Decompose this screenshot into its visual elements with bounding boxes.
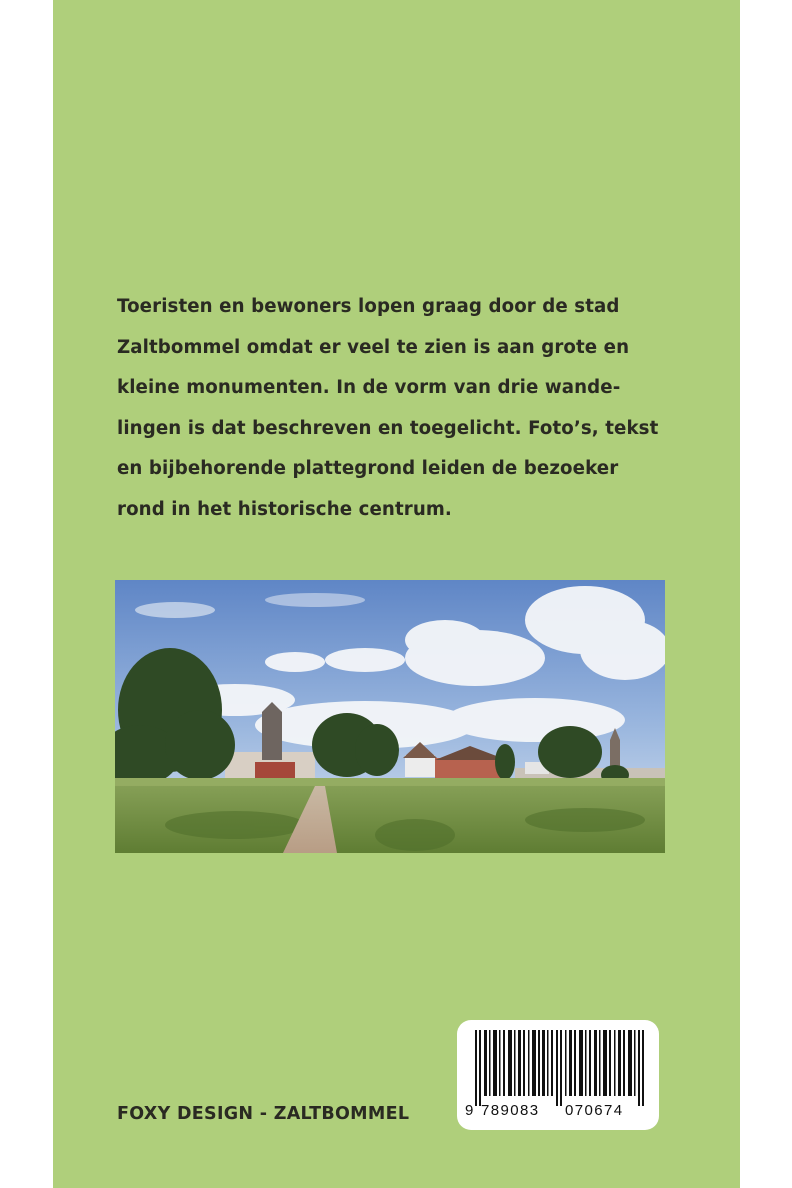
blurb-line: rond in het historische centrum. bbox=[117, 498, 452, 520]
isbn-left-group: 789083 bbox=[481, 1102, 540, 1119]
blurb-line: lingen is dat beschreven en toegelicht. Foto’s, tekst bbox=[117, 417, 659, 439]
blurb-line: Zaltbommel omdat er veel te zien is aan grote en bbox=[117, 336, 630, 358]
landscape-photo bbox=[115, 580, 665, 853]
publisher-name: FOXY DESIGN - ZALTBOMMEL bbox=[117, 1104, 410, 1124]
isbn-right-group: 070674 bbox=[565, 1102, 624, 1119]
isbn-barcode bbox=[457, 1020, 659, 1130]
blurb-line: en bijbehorende plattegrond leiden de bezoeker bbox=[117, 458, 619, 480]
blurb-line: Toeristen en bewoners lopen graag door de stad bbox=[117, 296, 620, 317]
back-cover bbox=[53, 0, 740, 1188]
landscape-photo-graphic bbox=[115, 580, 665, 853]
blurb-text bbox=[117, 287, 687, 531]
blurb-line: kleine monumenten. In de vorm van drie wande- bbox=[117, 377, 621, 399]
isbn-first-digit: 9 bbox=[465, 1102, 475, 1119]
barcode-bars-icon bbox=[475, 1030, 645, 1106]
